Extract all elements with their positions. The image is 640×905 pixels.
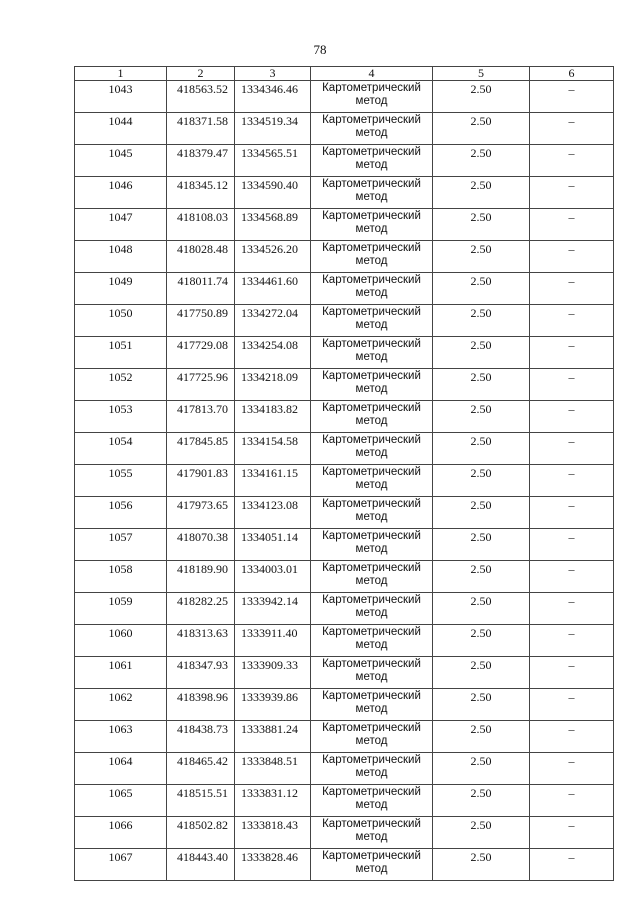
note-cell: – xyxy=(530,145,614,177)
method-cell: Картометрический метод xyxy=(311,593,433,625)
accuracy-cell: 2.50 xyxy=(433,273,530,305)
y-coordinate-cell: 1334526.20 xyxy=(235,241,311,273)
x-coordinate-cell: 417813.70 xyxy=(167,401,235,433)
y-coordinate-cell: 1334254.08 xyxy=(235,337,311,369)
table-row xyxy=(75,273,614,305)
table-row xyxy=(75,721,614,753)
method-cell: Картометрический метод xyxy=(311,369,433,401)
table-row xyxy=(75,145,614,177)
y-coordinate-cell: 1334346.46 xyxy=(235,81,311,113)
y-coordinate-cell: 1334154.58 xyxy=(235,433,311,465)
x-coordinate-cell: 417725.96 xyxy=(167,369,235,401)
y-coordinate-cell: 1334003.01 xyxy=(235,561,311,593)
accuracy-cell: 2.50 xyxy=(433,209,530,241)
column-header: 2 xyxy=(167,67,235,81)
accuracy-cell: 2.50 xyxy=(433,241,530,273)
table-row xyxy=(75,465,614,497)
method-cell: Картометрический метод xyxy=(311,753,433,785)
accuracy-cell: 2.50 xyxy=(433,401,530,433)
method-cell: Картометрический метод xyxy=(311,849,433,881)
accuracy-cell: 2.50 xyxy=(433,625,530,657)
table-row xyxy=(75,177,614,209)
method-cell: Картометрический метод xyxy=(311,209,433,241)
column-header: 6 xyxy=(530,67,614,81)
point-number-cell: 1045 xyxy=(75,145,167,177)
y-coordinate-cell: 1334051.14 xyxy=(235,529,311,561)
table-row xyxy=(75,305,614,337)
method-cell: Картометрический метод xyxy=(311,657,433,689)
x-coordinate-cell: 417845.85 xyxy=(167,433,235,465)
accuracy-cell: 2.50 xyxy=(433,81,530,113)
method-cell: Картометрический метод xyxy=(311,113,433,145)
note-cell: – xyxy=(530,849,614,881)
y-coordinate-cell: 1333848.51 xyxy=(235,753,311,785)
table-row xyxy=(75,593,614,625)
accuracy-cell: 2.50 xyxy=(433,369,530,401)
accuracy-cell: 2.50 xyxy=(433,721,530,753)
note-cell: – xyxy=(530,273,614,305)
point-number-cell: 1043 xyxy=(75,81,167,113)
accuracy-cell: 2.50 xyxy=(433,561,530,593)
x-coordinate-cell: 417973.65 xyxy=(167,497,235,529)
x-coordinate-cell: 418438.73 xyxy=(167,721,235,753)
point-number-cell: 1057 xyxy=(75,529,167,561)
note-cell: – xyxy=(530,625,614,657)
page-number: 78 xyxy=(313,42,327,57)
point-number-cell: 1055 xyxy=(75,465,167,497)
note-cell: – xyxy=(530,241,614,273)
x-coordinate-cell: 418465.42 xyxy=(167,753,235,785)
method-cell: Картометрический метод xyxy=(311,465,433,497)
y-coordinate-cell: 1333831.12 xyxy=(235,785,311,817)
x-coordinate-cell: 417750.89 xyxy=(167,305,235,337)
x-coordinate-cell: 418011.74 xyxy=(167,273,235,305)
method-cell: Картометрический метод xyxy=(311,721,433,753)
method-cell: Картометрический метод xyxy=(311,145,433,177)
y-coordinate-cell: 1334461.60 xyxy=(235,273,311,305)
method-cell: Картометрический метод xyxy=(311,625,433,657)
point-number-cell: 1052 xyxy=(75,369,167,401)
column-header: 4 xyxy=(311,67,433,81)
note-cell: – xyxy=(530,305,614,337)
x-coordinate-cell: 418347.93 xyxy=(167,657,235,689)
method-cell: Картометрический метод xyxy=(311,561,433,593)
x-coordinate-cell: 418379.47 xyxy=(167,145,235,177)
accuracy-cell: 2.50 xyxy=(433,113,530,145)
y-coordinate-cell: 1334183.82 xyxy=(235,401,311,433)
table-row xyxy=(75,497,614,529)
point-number-cell: 1046 xyxy=(75,177,167,209)
point-number-cell: 1061 xyxy=(75,657,167,689)
x-coordinate-cell: 418398.96 xyxy=(167,689,235,721)
note-cell: – xyxy=(530,721,614,753)
accuracy-cell: 2.50 xyxy=(433,689,530,721)
x-coordinate-cell: 418108.03 xyxy=(167,209,235,241)
method-cell: Картометрический метод xyxy=(311,497,433,529)
point-number-cell: 1062 xyxy=(75,689,167,721)
x-coordinate-cell: 418189.90 xyxy=(167,561,235,593)
note-cell: – xyxy=(530,113,614,145)
x-coordinate-cell: 418371.58 xyxy=(167,113,235,145)
accuracy-cell: 2.50 xyxy=(433,657,530,689)
note-cell: – xyxy=(530,401,614,433)
column-header: 3 xyxy=(235,67,311,81)
method-cell: Картометрический метод xyxy=(311,689,433,721)
table-row xyxy=(75,785,614,817)
accuracy-cell: 2.50 xyxy=(433,785,530,817)
table-row xyxy=(75,657,614,689)
point-number-cell: 1048 xyxy=(75,241,167,273)
x-coordinate-cell: 418515.51 xyxy=(167,785,235,817)
point-number-cell: 1066 xyxy=(75,817,167,849)
method-cell: Картометрический метод xyxy=(311,305,433,337)
method-cell: Картометрический метод xyxy=(311,273,433,305)
table-row xyxy=(75,81,614,113)
note-cell: – xyxy=(530,465,614,497)
table-row xyxy=(75,817,614,849)
method-cell: Картометрический метод xyxy=(311,177,433,209)
y-coordinate-cell: 1333939.86 xyxy=(235,689,311,721)
table-row xyxy=(75,369,614,401)
point-number-cell: 1053 xyxy=(75,401,167,433)
y-coordinate-cell: 1334519.34 xyxy=(235,113,311,145)
note-cell: – xyxy=(530,785,614,817)
table-row xyxy=(75,753,614,785)
table-row xyxy=(75,849,614,881)
table-row xyxy=(75,561,614,593)
column-header: 1 xyxy=(75,67,167,81)
table-row xyxy=(75,113,614,145)
table-row xyxy=(75,209,614,241)
point-number-cell: 1047 xyxy=(75,209,167,241)
y-coordinate-cell: 1334272.04 xyxy=(235,305,311,337)
y-coordinate-cell: 1334590.40 xyxy=(235,177,311,209)
y-coordinate-cell: 1334161.15 xyxy=(235,465,311,497)
point-number-cell: 1049 xyxy=(75,273,167,305)
note-cell: – xyxy=(530,561,614,593)
note-cell: – xyxy=(530,689,614,721)
x-coordinate-cell: 418070.38 xyxy=(167,529,235,561)
method-cell: Картометрический метод xyxy=(311,529,433,561)
table-row xyxy=(75,689,614,721)
accuracy-cell: 2.50 xyxy=(433,529,530,561)
accuracy-cell: 2.50 xyxy=(433,177,530,209)
point-number-cell: 1054 xyxy=(75,433,167,465)
note-cell: – xyxy=(530,177,614,209)
point-number-cell: 1050 xyxy=(75,305,167,337)
accuracy-cell: 2.50 xyxy=(433,497,530,529)
note-cell: – xyxy=(530,497,614,529)
method-cell: Картометрический метод xyxy=(311,433,433,465)
point-number-cell: 1065 xyxy=(75,785,167,817)
point-number-cell: 1044 xyxy=(75,113,167,145)
method-cell: Картометрический метод xyxy=(311,401,433,433)
table-row xyxy=(75,337,614,369)
x-coordinate-cell: 418345.12 xyxy=(167,177,235,209)
column-header: 5 xyxy=(433,67,530,81)
table-row xyxy=(75,433,614,465)
note-cell: – xyxy=(530,753,614,785)
note-cell: – xyxy=(530,529,614,561)
y-coordinate-cell: 1334565.51 xyxy=(235,145,311,177)
coordinates-table xyxy=(74,66,614,881)
y-coordinate-cell: 1333909.33 xyxy=(235,657,311,689)
method-cell: Картометрический метод xyxy=(311,817,433,849)
note-cell: – xyxy=(530,209,614,241)
x-coordinate-cell: 417901.83 xyxy=(167,465,235,497)
note-cell: – xyxy=(530,369,614,401)
y-coordinate-cell: 1334123.08 xyxy=(235,497,311,529)
point-number-cell: 1067 xyxy=(75,849,167,881)
method-cell: Картометрический метод xyxy=(311,785,433,817)
note-cell: – xyxy=(530,337,614,369)
accuracy-cell: 2.50 xyxy=(433,753,530,785)
accuracy-cell: 2.50 xyxy=(433,465,530,497)
y-coordinate-cell: 1333818.43 xyxy=(235,817,311,849)
x-coordinate-cell: 417729.08 xyxy=(167,337,235,369)
note-cell: – xyxy=(530,433,614,465)
point-number-cell: 1058 xyxy=(75,561,167,593)
table-row xyxy=(75,625,614,657)
method-cell: Картометрический метод xyxy=(311,81,433,113)
point-number-cell: 1063 xyxy=(75,721,167,753)
point-number-cell: 1051 xyxy=(75,337,167,369)
point-number-cell: 1060 xyxy=(75,625,167,657)
point-number-cell: 1056 xyxy=(75,497,167,529)
y-coordinate-cell: 1333911.40 xyxy=(235,625,311,657)
y-coordinate-cell: 1333881.24 xyxy=(235,721,311,753)
method-cell: Картометрический метод xyxy=(311,241,433,273)
table-row xyxy=(75,401,614,433)
y-coordinate-cell: 1333942.14 xyxy=(235,593,311,625)
y-coordinate-cell: 1333828.46 xyxy=(235,849,311,881)
accuracy-cell: 2.50 xyxy=(433,817,530,849)
accuracy-cell: 2.50 xyxy=(433,337,530,369)
header-row xyxy=(75,67,614,81)
note-cell: – xyxy=(530,657,614,689)
accuracy-cell: 2.50 xyxy=(433,305,530,337)
method-cell: Картометрический метод xyxy=(311,337,433,369)
point-number-cell: 1064 xyxy=(75,753,167,785)
accuracy-cell: 2.50 xyxy=(433,145,530,177)
note-cell: – xyxy=(530,593,614,625)
table-row xyxy=(75,529,614,561)
accuracy-cell: 2.50 xyxy=(433,433,530,465)
note-cell: – xyxy=(530,81,614,113)
x-coordinate-cell: 418502.82 xyxy=(167,817,235,849)
y-coordinate-cell: 1334568.89 xyxy=(235,209,311,241)
y-coordinate-cell: 1334218.09 xyxy=(235,369,311,401)
accuracy-cell: 2.50 xyxy=(433,593,530,625)
accuracy-cell: 2.50 xyxy=(433,849,530,881)
x-coordinate-cell: 418282.25 xyxy=(167,593,235,625)
point-number-cell: 1059 xyxy=(75,593,167,625)
x-coordinate-cell: 418028.48 xyxy=(167,241,235,273)
x-coordinate-cell: 418313.63 xyxy=(167,625,235,657)
table-row xyxy=(75,241,614,273)
note-cell: – xyxy=(530,817,614,849)
x-coordinate-cell: 418443.40 xyxy=(167,849,235,881)
x-coordinate-cell: 418563.52 xyxy=(167,81,235,113)
